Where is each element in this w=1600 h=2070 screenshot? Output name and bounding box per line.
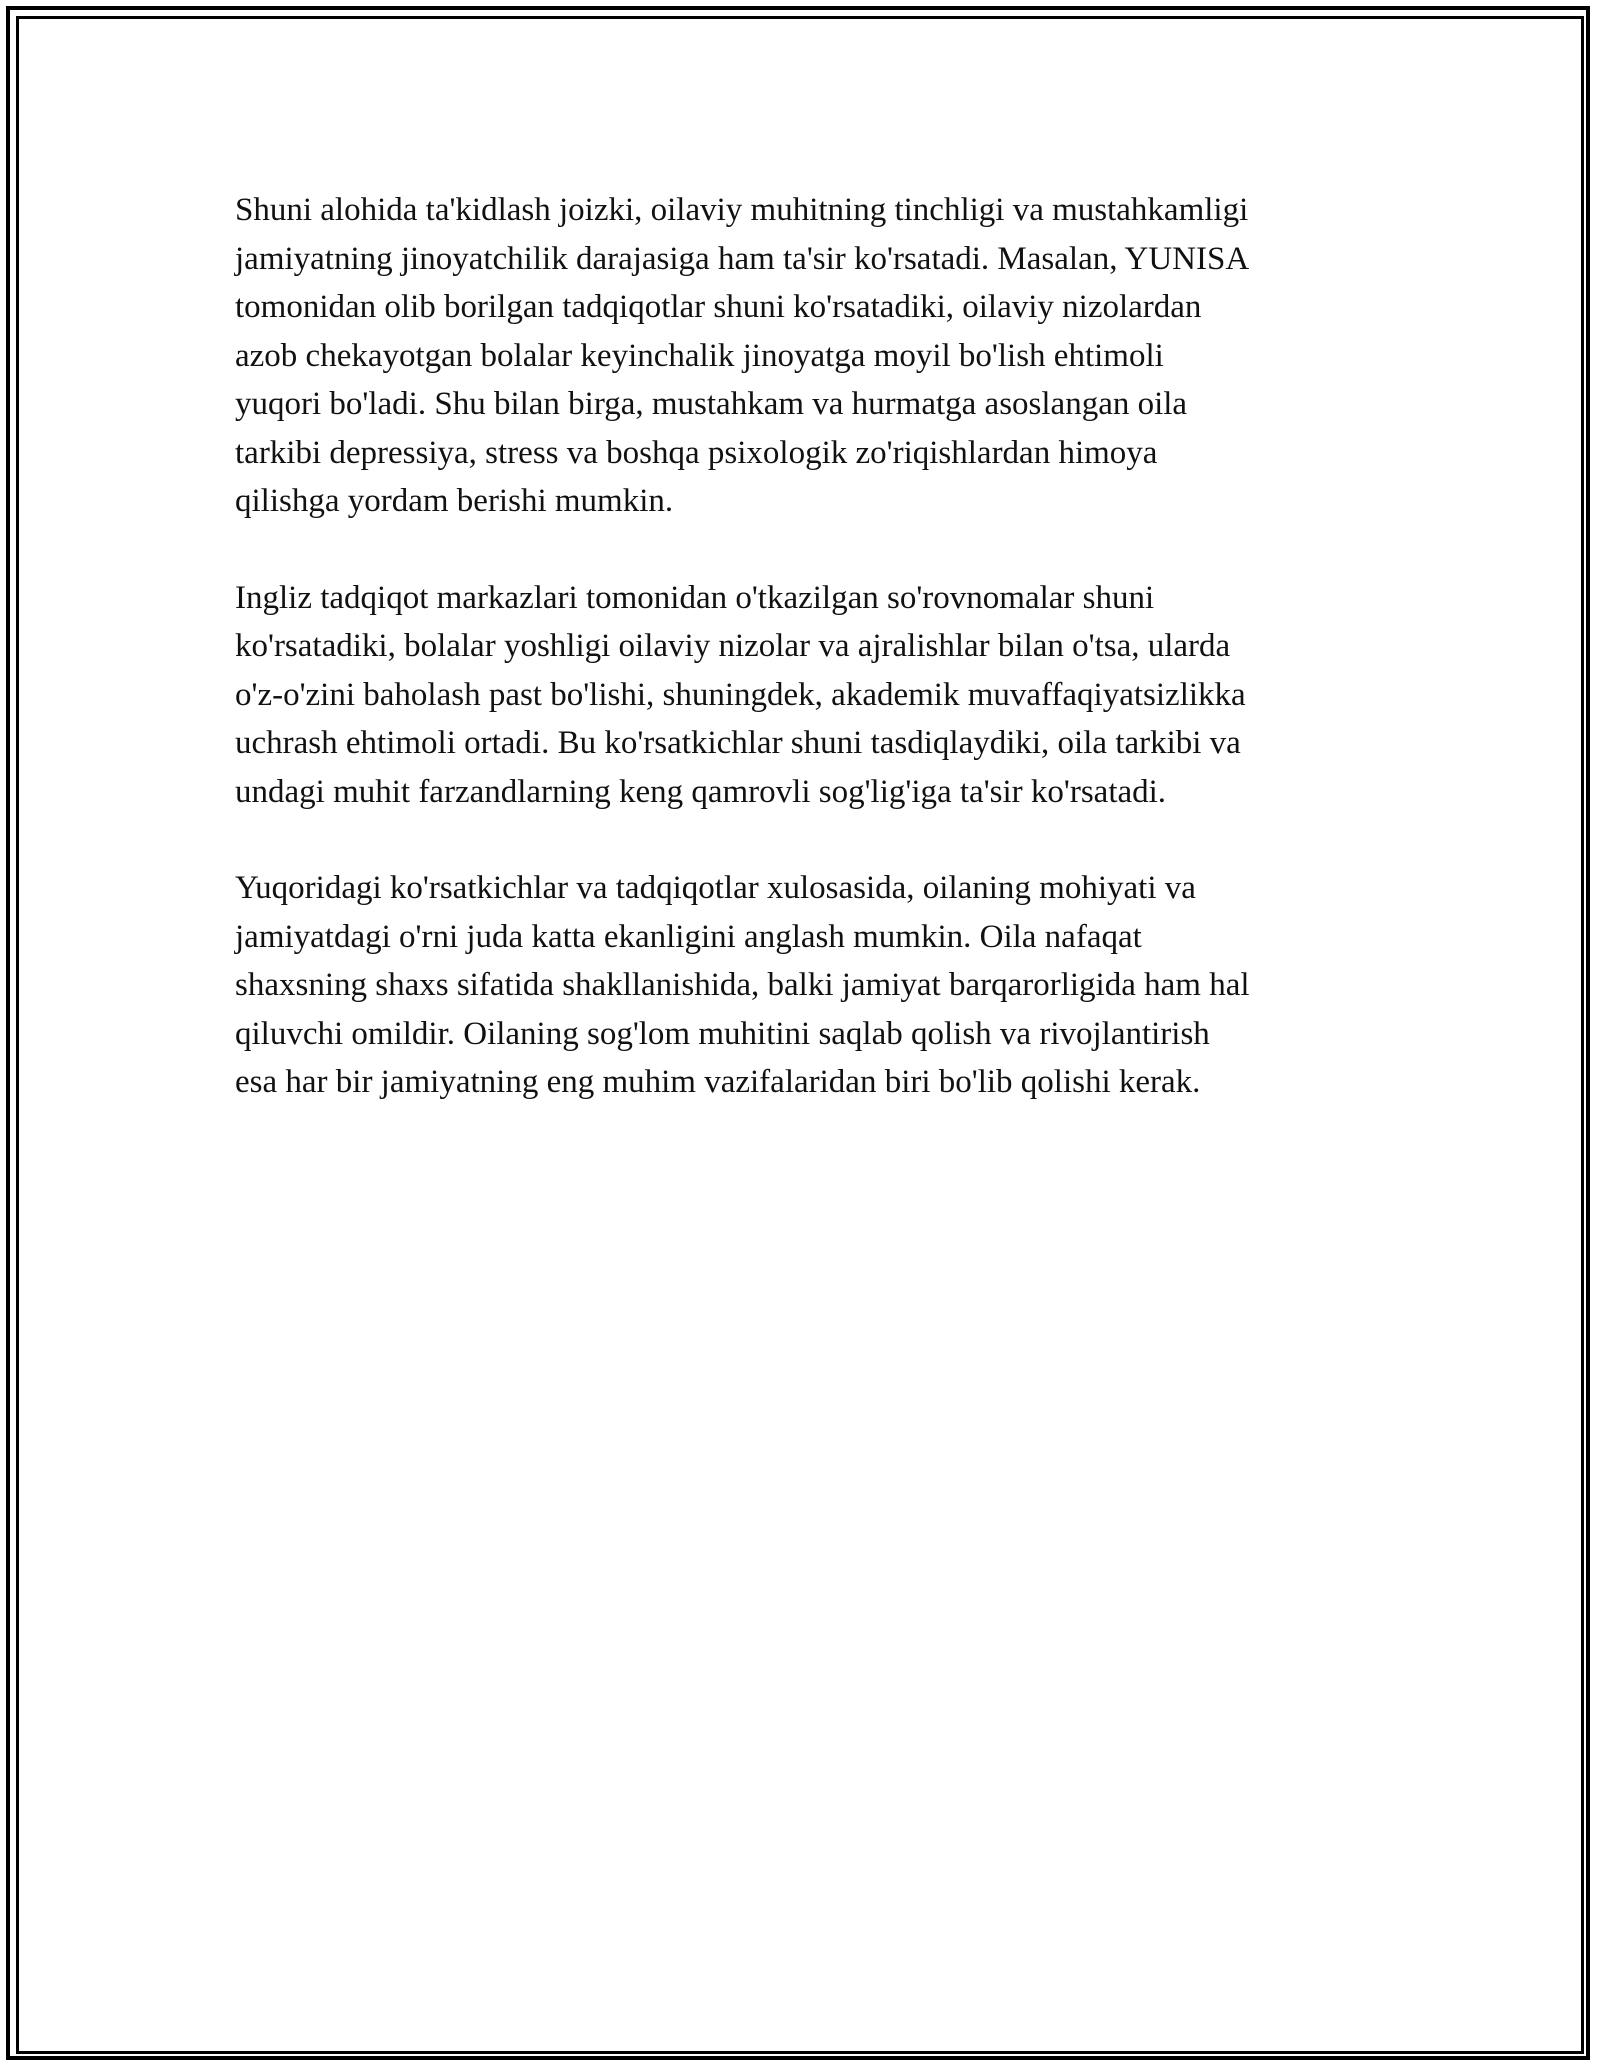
paragraph-line: qiluvchi omildir. Oilaning sog'lom muhitini saqlab qolish va rivojlantirish — [235, 1015, 1210, 1052]
paragraph-line: tarkibi depressiya, stress va boshqa psixologik zo'riqishlardan himoya — [235, 434, 1158, 471]
paragraph-line: tomonidan olib borilgan tadqiqotlar shuni ko'rsatadiki, oilaviy nizolardan — [235, 289, 1202, 325]
paragraph-line: yuqori bo'ladi. Shu bilan birga, mustahkam va hurmatga asoslangan oila — [235, 386, 1188, 422]
paragraph-3 — [235, 864, 1375, 1107]
paragraph-1 — [235, 186, 1375, 526]
paragraph-line: o'z-o'zini baholash past bo'lishi, shuningdek, akademik muvaffaqiyatsizlikka — [235, 676, 1246, 713]
paragraph-line: jamiyatning jinoyatchilik darajasiga ham ta'sir ko'rsatadi. Masalan, YUNISA — [235, 240, 1250, 277]
paragraph-2 — [235, 574, 1375, 817]
paragraph-line: esa har bir jamiyatning eng muhim vazifalaridan biri bo'lib qolishi kerak. — [235, 1064, 1201, 1100]
paragraph-line: uchrash ehtimoli ortadi. Bu ko'rsatkichlar shuni tasdiqlaydiki, oila tarkibi va — [235, 725, 1241, 761]
paragraph-line: azob chekayotgan bolalar keyinchalik jinoyatga moyil bo'lish ehtimoli — [235, 337, 1164, 374]
paragraph-line: Yuqoridagi ko'rsatkichlar va tadqiqotlar xulosasida, oilaning mohiyati va — [235, 870, 1196, 906]
paragraph-line: ko'rsatadiki, bolalar yoshligi oilaviy nizolar va ajralishlar bilan o'tsa, ularda — [235, 628, 1231, 664]
paragraph-line: qilishga yordam berishi mumkin. — [235, 483, 674, 519]
paragraph-line: Ingliz tadqiqot markazlari tomonidan o'tkazilgan so'rovnomalar shuni — [235, 579, 1155, 616]
paragraph-line: Shuni alohida ta'kidlash joizki, oilaviy muhitning tinchligi va mustahkamligi — [235, 192, 1249, 228]
document-body — [235, 186, 1375, 1155]
paragraph-line: shaxsning shaxs sifatida shakllanishida, balki jamiyat barqarorligida ham hal — [235, 967, 1250, 1003]
paragraph-line: jamiyatdagi o'rni juda katta ekanligini anglash mumkin. Oila nafaqat — [235, 918, 1142, 955]
paragraph-line: undagi muhit farzandlarning keng qamrovli sog'lig'iga ta'sir ko'rsatadi. — [235, 773, 1167, 810]
